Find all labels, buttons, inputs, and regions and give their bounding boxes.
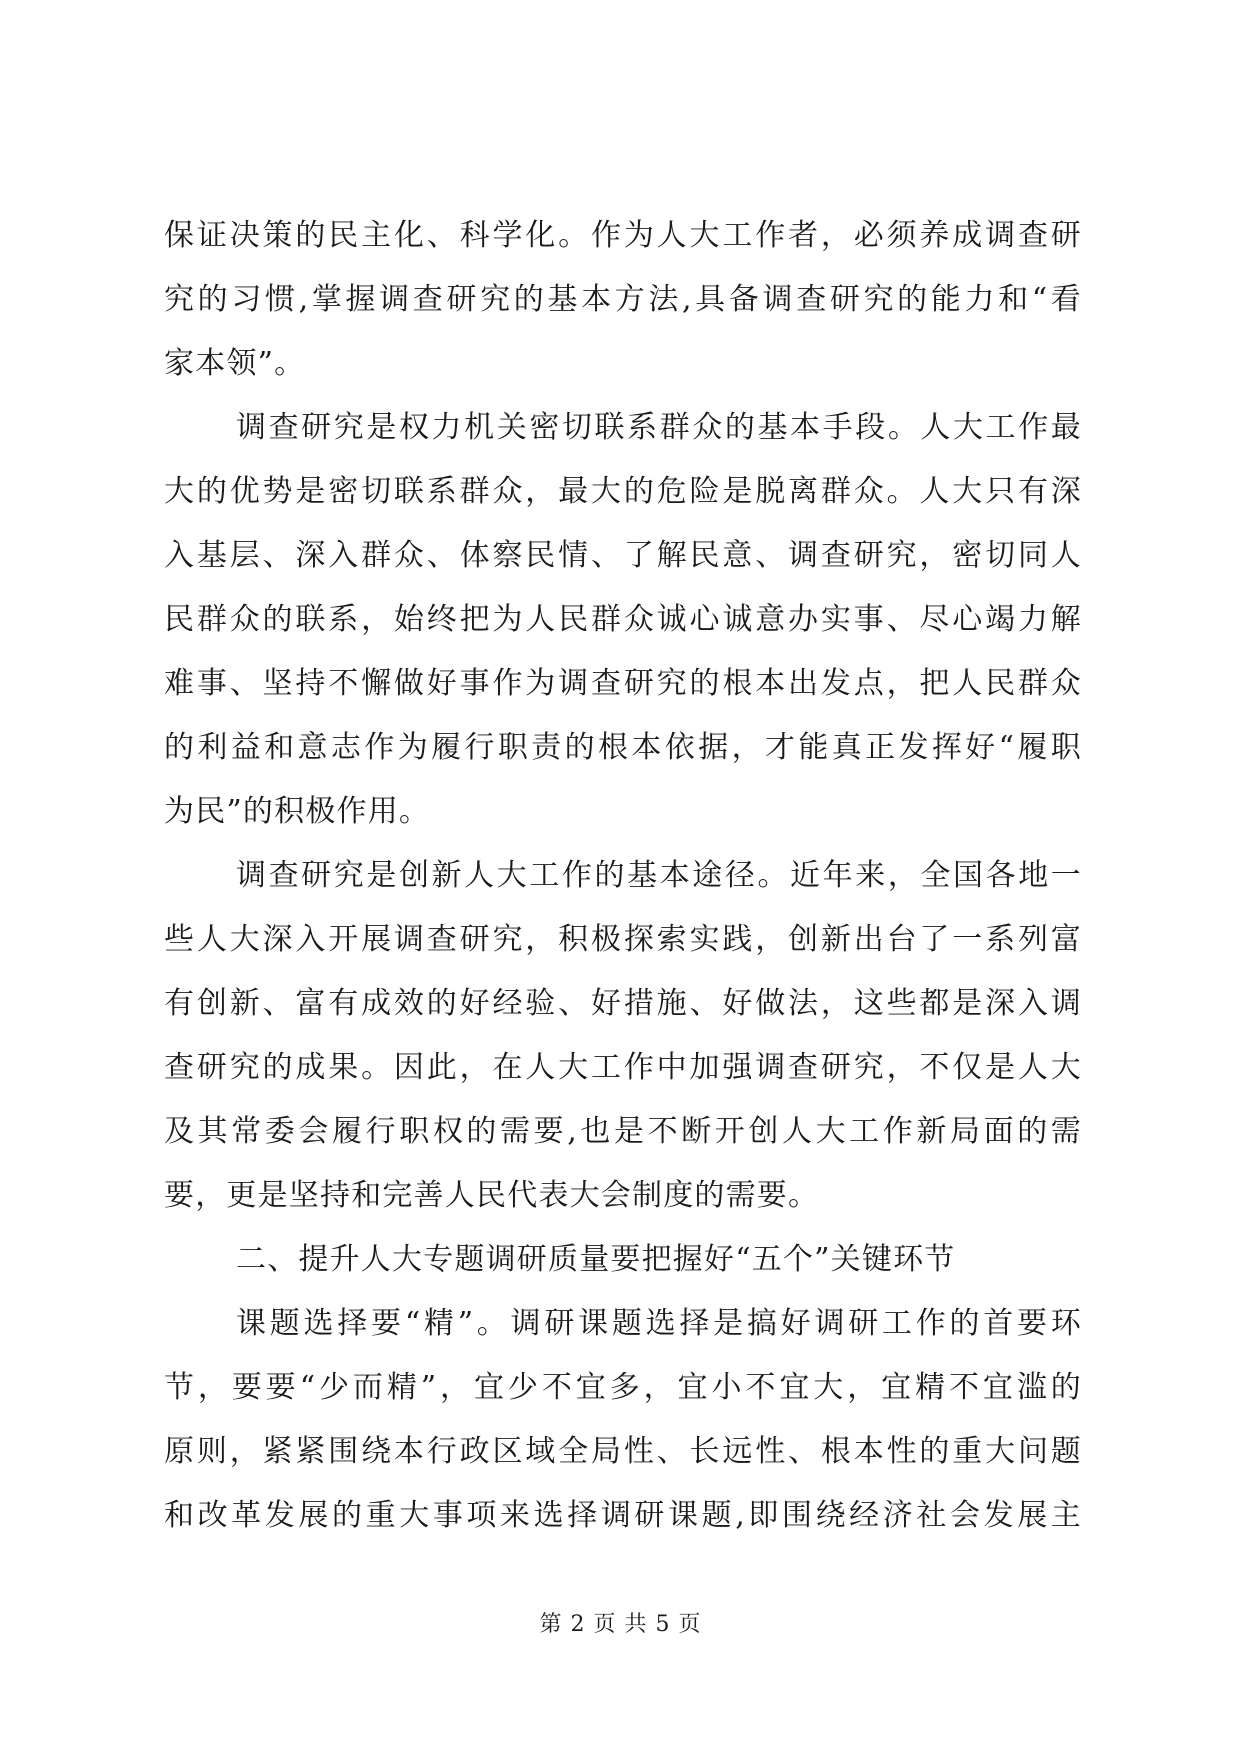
text-line: 大的优势是密切联系群众，最大的危险是脱离群众。人大只有深 <box>164 474 1082 509</box>
body-text <box>164 204 1082 1548</box>
text-line: 有创新、富有成效的好经验、好措施、好做法，这些都是深入调 <box>164 986 1082 1021</box>
text-line: 原则，紧紧围绕本行政区域全局性、长远性、根本性的重大问题 <box>164 1434 1082 1469</box>
text-line: 民群众的联系，始终把为人民群众诚心诚意办实事、尽心竭力解 <box>164 602 1082 637</box>
text-line: 要，更是坚持和完善人民代表大会制度的需要。 <box>164 1178 820 1213</box>
text-line: 些人大深入开展调查研究，积极探索实践，创新出台了一系列富 <box>164 922 1082 957</box>
paragraph-first-line: 课题选择要“精”。调研课题选择是搞好调研工作的首要环 <box>236 1306 1082 1341</box>
paragraph-first-line: 调查研究是创新人大工作的基本途径。近年来，全国各地一 <box>236 858 1082 893</box>
page-number-footer: 第 2 页 共 5 页 <box>539 1612 702 1637</box>
section-heading: 二、提升人大专题调研质量要把握好“五个”关键环节 <box>236 1242 956 1277</box>
text-line: 的利益和意志作为履行职责的根本依据，才能真正发挥好“履职 <box>164 730 1082 765</box>
paragraph-first-line: 调查研究是权力机关密切联系群众的基本手段。人大工作最 <box>236 410 1082 445</box>
text-line: 家本领”。 <box>164 346 306 381</box>
text-line: 查研究的成果。因此，在人大工作中加强调查研究，不仅是人大 <box>164 1050 1082 1085</box>
text-line: 究的习惯,掌握调查研究的基本方法,具备调查研究的能力和“看 <box>164 282 1082 317</box>
text-line: 保证决策的民主化、科学化。作为人大工作者，必须养成调查研 <box>164 218 1082 253</box>
text-line: 难事、坚持不懈做好事作为调查研究的根本出发点，把人民群众 <box>164 666 1082 701</box>
text-line: 为民”的积极作用。 <box>164 794 431 829</box>
text-line: 及其常委会履行职权的需要,也是不断开创人大工作新局面的需 <box>164 1114 1082 1149</box>
text-line: 和改革发展的重大事项来选择调研课题,即围绕经济社会发展主 <box>164 1498 1082 1533</box>
text-line: 节，要要“少而精”，宜少不宜多，宜小不宜大，宜精不宜滥的 <box>164 1370 1082 1405</box>
text-line: 入基层、深入群众、体察民情、了解民意、调查研究，密切同人 <box>164 538 1082 573</box>
